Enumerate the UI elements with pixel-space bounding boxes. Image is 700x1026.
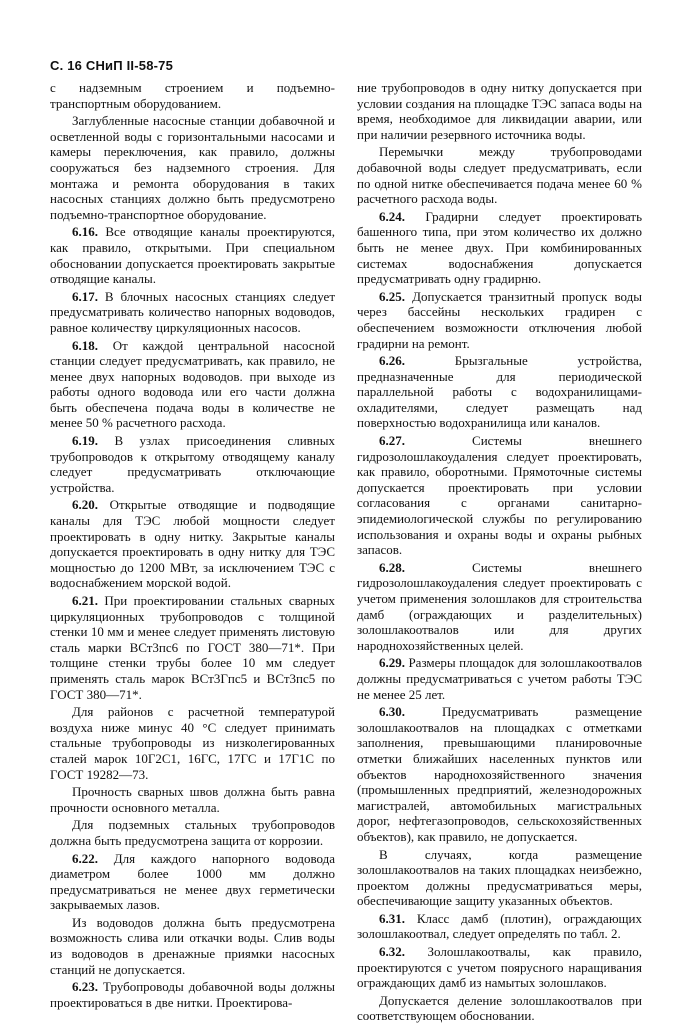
paragraph-text: Градирни следует проектировать башенного типа, при этом количество их должно быть не менее двух. При комбинированных системах водоснабжения допускается предусматривать одну градирню. bbox=[357, 208, 642, 287]
paragraph bbox=[50, 851, 335, 913]
paragraph-text: Системы внешнего гидрозолошлакоудаления следует проектировать с учетом применения золошлаков для строительства дамб (ограждающих и разделительных) золошлакоотвалов или для других народнохозяйственных целей. bbox=[357, 559, 643, 653]
paragraph bbox=[357, 80, 642, 142]
paragraph bbox=[50, 113, 335, 222]
paragraph bbox=[50, 593, 335, 702]
clause-number: 6.21. bbox=[72, 593, 98, 608]
clause-number: 6.25. bbox=[379, 288, 405, 304]
paragraph-text: При проектировании стальных сварных циркуляционных трубопроводов с толщиной стенки 10 мм и менее следует применять листовую сталь марки ВСт3пс6 по ГОСТ 380—71*. При толщине стенки трубы более 10 мм следует применять сталь марок ВСт3Гпс5 и ВСт3пс5 по ГОСТ 380—71*. bbox=[50, 593, 336, 702]
paragraph bbox=[357, 144, 642, 206]
clause-number: 6.28. bbox=[379, 559, 405, 575]
paragraph-text: Заглубленные насосные станции добавочной и осветленной воды с горизонтальными насосами и камеры переключения, как правило, должны сооружаться без надземного строения. Для монтажа и ремонта оборудования в таких насосных станциях должно быть предусмотрено подъемно-транспортное оборудование. bbox=[50, 113, 335, 222]
clause-number: 6.16. bbox=[72, 224, 98, 240]
paragraph bbox=[357, 353, 642, 431]
paragraph-text: В случаях, когда размещение золошлакоотвалов на таких площадках неизбежно, проектом должны предусматриваться меры, обеспечивающие защиту указанных объектов. bbox=[357, 846, 642, 909]
clause-number: 6.27. bbox=[379, 433, 405, 449]
paragraph bbox=[50, 704, 335, 782]
paragraph bbox=[50, 784, 335, 815]
paragraph bbox=[50, 80, 335, 111]
clause-number: 6.30. bbox=[379, 704, 405, 720]
left-column bbox=[50, 80, 335, 1012]
paragraph bbox=[50, 433, 335, 495]
clause-number: 6.20. bbox=[72, 497, 98, 513]
paragraph bbox=[50, 224, 335, 286]
paragraph-text: Класс дамб (плотин), ограждающих золошлакоотвал, следует определять по табл. 2. bbox=[357, 910, 642, 942]
paragraph bbox=[50, 289, 335, 336]
paragraph-text: Для подземных стальных трубопроводов должна быть предусмотрена защита от коррозии. bbox=[50, 817, 335, 848]
paragraph-text: Допускается деление золошлакоотвалов при соответствующем обосновании. bbox=[357, 992, 642, 1024]
paragraph bbox=[357, 704, 642, 844]
paragraph-text: Размеры площадок для золошлакоотвалов должны предусматриваться с учетом работы ТЭС не менее 25 лет. bbox=[357, 655, 643, 702]
paragraph-text: Допускается транзитный пропуск воды через бассейны нескольких градирен с обеспечением возможности отключения любой градирни на ремонт. bbox=[357, 288, 643, 351]
paragraph bbox=[50, 915, 335, 977]
paragraph bbox=[50, 979, 335, 1010]
paragraph-text: Предусматривать размещение золошлакоотвалов на площадках с отметками заполнения, превышающими планировочные отметки ближайших населенных пунктов или объектов народнохозяйственного значения (промышленных предприятий, железнодорожных магистралей, автомобильных магистральных дорог, нефтегазопроводов, сельскохозяйственных объектов), как правило, не допускается. bbox=[357, 704, 642, 844]
clause-number: 6.19. bbox=[72, 433, 98, 449]
paragraph bbox=[357, 655, 642, 702]
page-header: С. 16 СНиП II-58-75 bbox=[50, 58, 174, 73]
paragraph-text: с надземным строением и подъемно-транспортным оборудованием. bbox=[50, 80, 335, 111]
clause-number: 6.23. bbox=[72, 979, 98, 995]
paragraph-text: Открытые отводящие и подводящие каналы для ТЭС любой мощности следует проектировать в одну нитку. Закрытые каналы допускается проектировать в одну нитку для ТЭС мощностью до 1200 МВт, за исключением ТЭС с водоснабжением морской водой. bbox=[50, 497, 336, 591]
paragraph bbox=[357, 209, 642, 287]
paragraph-text: В блочных насосных станциях следует предусматривать количество напорных водоводов, равное количеству циркуляционных насосов. bbox=[50, 288, 336, 335]
paragraph bbox=[357, 944, 642, 991]
paragraph-text: Золошлакоотвалы, как правило, проектируются с учетом поярусного наращивания ограждающих дамб из намытых золошлаков. bbox=[357, 944, 642, 991]
clause-number: 6.22. bbox=[72, 850, 98, 866]
paragraph-text: От каждой центральной насосной станции следует предусматривать, как правило, не менее двух напорных водоводов. при выходе из работы одного водовода или его части должна быть обеспечена подача воды в количестве не менее 50 % расчетного расхода. bbox=[50, 337, 335, 431]
clause-number: 6.24. bbox=[379, 208, 405, 224]
paragraph-text: Для районов с расчетной температурой воздуха ниже минус 40 °С следует принимать стальные трубопроводы из низколегированных сталей марок 10Г2С1, 16ГС, 17ГС и 17Г1С по ГОСТ 19282—73. bbox=[50, 704, 335, 782]
paragraph-text: Прочность сварных швов должна быть равна прочности основного металла. bbox=[50, 784, 335, 815]
clause-number: 6.32. bbox=[379, 944, 405, 960]
clause-number: 6.17. bbox=[72, 288, 98, 304]
paragraph bbox=[357, 433, 642, 558]
paragraph-text: ние трубопроводов в одну нитку допускается при условии создания на площадке ТЭС запаса воды на время, необходимое для ликвидации аварии, или при наличии резервного источника воды. bbox=[357, 80, 642, 142]
paragraph bbox=[50, 817, 335, 848]
paragraph-text: В узлах присоединения сливных трубопроводов к открытому отводящему каналу следует предусматривать отключающие устройства. bbox=[50, 433, 335, 495]
right-column bbox=[357, 80, 642, 1026]
paragraph-text: Для каждого напорного водовода диаметром более 1000 мм должно предусматриваться не менее двух герметически закрываемых лазов. bbox=[50, 850, 336, 913]
paragraph-text: Из водоводов должна быть предусмотрена возможность слива или откачки воды. Слив воды из водоводов в дренажные приямки насосных станций не допускается. bbox=[50, 914, 335, 977]
clause-number: 6.29. bbox=[379, 655, 405, 671]
paragraph bbox=[50, 338, 335, 432]
clause-number: 6.31. bbox=[379, 910, 405, 926]
clause-number: 6.26. bbox=[379, 353, 405, 369]
paragraph-text: Брызгальные устройства, предназначенные для периодической параллельной работы с водохранилищами-охладителями, следует размещать над поверхностью водохранилища или каналов. bbox=[357, 353, 642, 431]
paragraph-text: Трубопроводы добавочной воды должны проектироваться в две нитки. Проектирова- bbox=[50, 979, 335, 1010]
clause-number: 6.18. bbox=[72, 337, 98, 353]
paragraph-text: Перемычки между трубопроводами добавочной воды следует предусматривать, если по одной нитке обеспечивается подача менее 60 % расчетного расхода воды. bbox=[357, 144, 642, 207]
paragraph bbox=[357, 560, 642, 654]
paragraph bbox=[357, 993, 642, 1024]
paragraph-text: Все отводящие каналы проектируются, как правило, открытыми. При специальном обосновании допускается проектировать закрытые отводящие каналы. bbox=[50, 224, 336, 287]
paragraph-text: Системы внешнего гидрозолошлакоудаления следует проектировать, как правило, оборотными. Прямоточные системы допускается проектировать при условии согласования с органами санитарно-эпидемиологической службы по регулированию использования и охраны воды и охраны рыбных запасов. bbox=[357, 433, 643, 558]
paragraph bbox=[357, 289, 642, 351]
paragraph bbox=[357, 847, 642, 909]
paragraph bbox=[357, 911, 642, 942]
paragraph bbox=[50, 497, 335, 591]
